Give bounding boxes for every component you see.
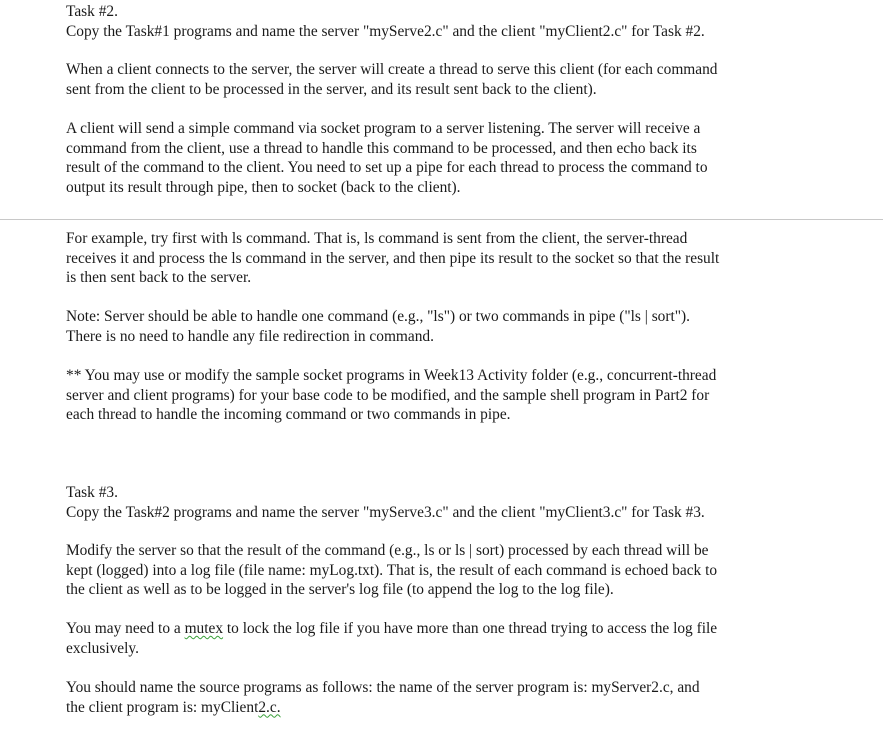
task2-copy-instruction: Copy the Task#1 programs and name the server "myServe2.c" and the client "myClient2.c" for Task #2. [66, 22, 705, 40]
task2-header-block [66, 2, 826, 41]
task3-header-block [66, 483, 826, 522]
paragraph-line: Note: Server should be able to handle one command (e.g., "ls") or two commands in pipe ("ls | sort"). [66, 308, 691, 325]
task2-paragraph-sample-code [66, 366, 826, 425]
paragraph-line: For example, try first with ls command. That is, ls command is sent from the client, the server-thread [66, 230, 688, 247]
paragraph-line: ** You may use or modify the sample socket programs in Week13 Activity folder (e.g., concurrent-thread [66, 367, 717, 384]
paragraph-line: the client as well as to be logged in the server's log file (to append the log to the log file). [66, 581, 614, 598]
paragraph-line: When a client connects to the server, the server will create a thread to serve this client (for each command [66, 61, 718, 78]
paragraph-line: There is no need to handle any file redirection in command. [66, 327, 434, 345]
task2-paragraph-note [66, 307, 826, 346]
task3-copy-instruction: Copy the Task#2 programs and name the server "myServe3.c" and the client "myClient3.c" for Task #3. [66, 503, 705, 521]
paragraph-line: receives it and process the ls command in the server, and then pipe its result to the socket so that the result [66, 249, 720, 267]
paragraph-line [66, 698, 826, 718]
page-break-divider [0, 219, 883, 220]
spellcheck-filename-tail: 2.c. [258, 698, 281, 716]
paragraph-line: server and client programs) for your base code to be modified, and the sample shell program in Part2 for [66, 386, 710, 404]
paragraph-line: output its result through pipe, then to socket (back to the client). [66, 178, 461, 196]
task3-paragraph-logging [66, 541, 826, 600]
paragraph-line: A client will send a simple command via socket program to a server listening. The server will receive a [66, 120, 701, 137]
paragraph-line [66, 619, 826, 639]
paragraph-line: sent from the client to be processed in the server, and its result sent back to the client). [66, 80, 597, 98]
task3-paragraph-naming [66, 678, 826, 717]
text-run: to lock the log file if you have more than one thread trying to access the log file [223, 620, 718, 637]
text-run: the client program is: myClient [66, 698, 259, 716]
task3-heading: Task #3. [66, 484, 118, 501]
paragraph-line: command from the client, use a thread to handle this command to be processed, and then echo back its [66, 139, 697, 157]
paragraph-line: result of the command to the client. You need to set up a pipe for each thread to process the command to [66, 159, 708, 176]
paragraph-line: exclusively. [66, 639, 139, 657]
paragraph-line: kept (logged) into a log file (file name: myLog.txt). That is, the result of each command is echoed back to [66, 561, 718, 579]
task2-paragraph-pipe-setup [66, 119, 826, 197]
text-run: You may need to a [66, 620, 185, 637]
paragraph-line: each thread to handle the incoming command or two commands in pipe. [66, 406, 511, 423]
paragraph-line: You should name the source programs as follows: the name of the server program is: myServer2.c, and [66, 679, 700, 696]
paragraph-line: is then sent back to the server. [66, 269, 252, 286]
spellcheck-mutex-word: mutex [184, 620, 224, 637]
task2-heading: Task #2. [66, 3, 118, 20]
task2-paragraph-client-thread [66, 60, 826, 99]
task2-paragraph-example [66, 229, 826, 288]
task3-paragraph-mutex [66, 619, 826, 658]
paragraph-line: Modify the server so that the result of the command (e.g., ls or ls | sort) processed by each thread will be [66, 542, 709, 559]
